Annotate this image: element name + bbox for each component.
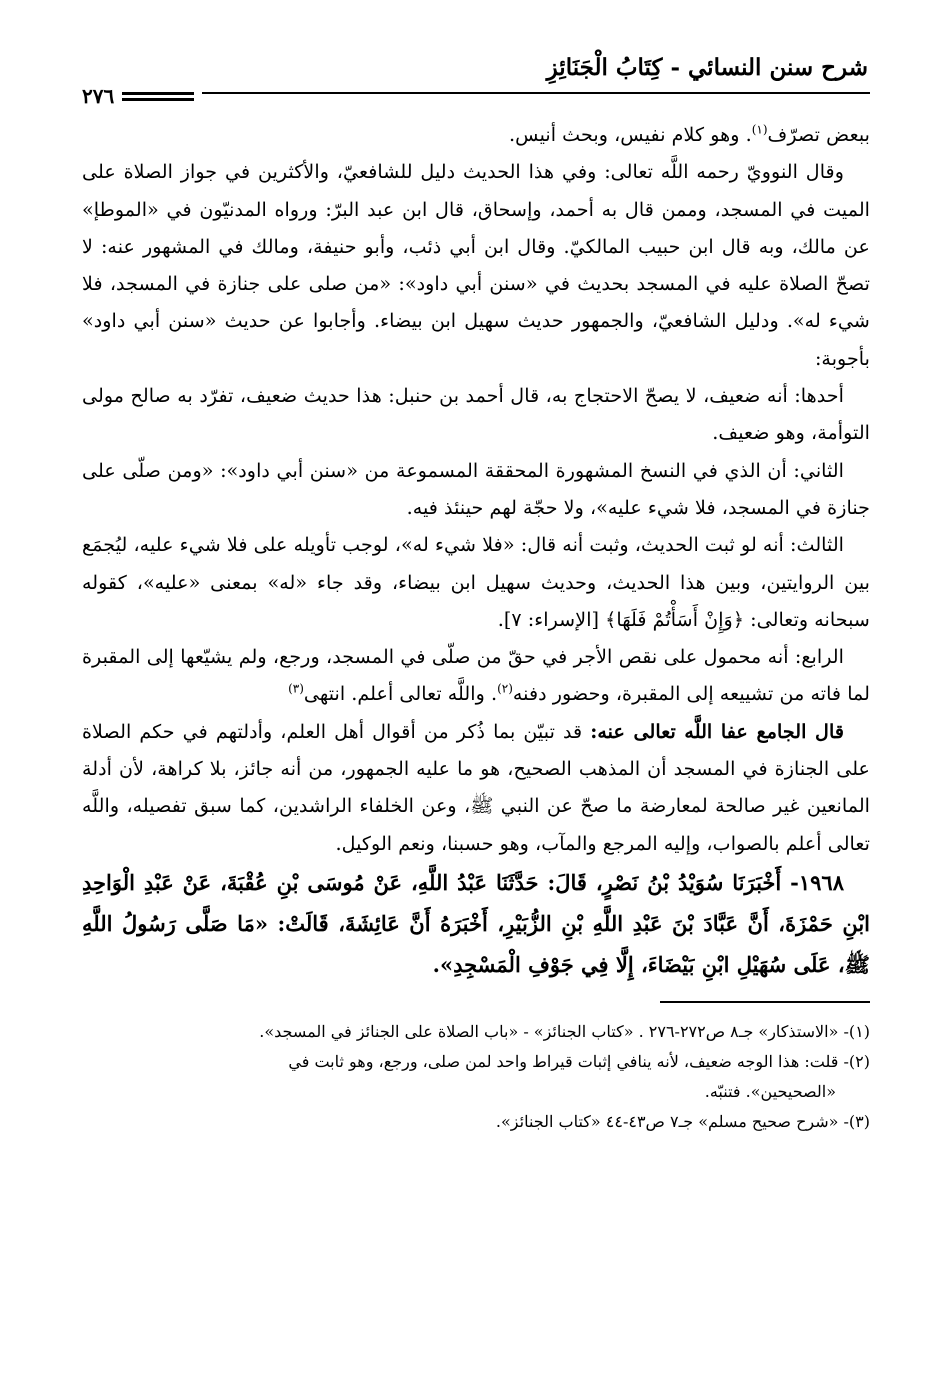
footnote-2-continued: «الصحيحين». فتنبّه. [704, 1081, 836, 1101]
paragraph-fourth-answer: الرابع: أنه محمول على نقص الأجر في حقّ من صلّى في المسجد، ورجع، ولم يشيّعها إلى المقبرة لما فاته من تشييعه إلى المقبرة، وحضور دفنه$^{(٢)}$. واللَّه تعالى أعلم. انتهى$^{(٣)}$ [82, 645, 870, 706]
compiler-lead: قال الجامع عفا اللَّه تعالى عنه: [590, 719, 844, 743]
page-number: ٢٧٦ [82, 84, 115, 108]
footnote-3: (٣)- «شرح صحيح مسلم» جـ٧ ص٤٣-٤٤ «كتاب الجنائز». [495, 1111, 870, 1131]
paragraph-first-answer: أحدها: أنه ضعيف، لا يصحّ الاحتجاج به، قال أحمد بن حنبل: هذا حديث ضعيف، تفرّد به صالح مولى التوأمة، وهو ضعيف. [82, 384, 870, 445]
main-text [82, 116, 870, 985]
paragraph-1: ببعض تصرّف$^{(١)}$. وهو كلام نفيس، وبحث أنيس. [509, 122, 870, 146]
running-title: شرح سنن النسائي - كِتَابُ الْجَنَائِزِ [546, 54, 868, 81]
footnote-1: (١)- «الاستذكار» جـ٨ ص٢٧٢-٢٧٦ . «كتاب الجنائز» - «باب الصلاة على الجنائز في المسجد». [259, 1021, 870, 1041]
page-header [82, 48, 870, 106]
footnote-ref-3: (٣) [288, 682, 304, 697]
page-number-block [82, 84, 202, 108]
footnote-ref-1: (١) [751, 122, 768, 137]
page-number-ornament [122, 92, 194, 101]
paragraph-third-answer: الثالث: أنه لو ثبت الحديث، وثبت أنه قال: «فلا شيء له»، لوجب تأويله على فلا شيء عليه، ليُجمَع بين الروايتين، وبين هذا الحديث، وحديث سهيل ابن بيضاء، وقد جاء «له» بمعنى «عليه»، كقوله سبحانه وتعالى: ﴿وَإِنْ أَسَأْتُمْ فَلَهَا﴾ [الإسراء: ٧]. [82, 533, 870, 631]
footnote-2: (٢)- قلت: هذا الوجه ضعيف، لأنه ينافي إثبات قيراط واحد لمن صلى، ورجع، وهو ثابت في [288, 1051, 870, 1071]
footnote-ref-2: (٢) [497, 682, 513, 697]
footnotes [82, 1017, 870, 1137]
paragraph-nawawi: وقال النوويّ رحمه اللَّه تعالى: وفي هذا الحديث دليل للشافعيّ، والأكثرين في جواز الصلاة على الميت في المسجد، وممن قال به أحمد، وإسحاق، قال ابن عبد البرّ: ورواه المدنيّون في «الموطإ» عن مالك، وبه قال ابن حبيب المالكيّ. وقال ابن أبي ذئب، وأبو حنيفة، ومالك في المشهور عنه: لا تصحّ الصلاة عليه في المسجد بحديث في «سنن أبي داود»: «من صلى على جنازة في المسجد، فلا شيء له». ودليل الشافعيّ، والجمهور حديث سهيل ابن بيضاء. وأجابوا عن حديث «سنن أبي داود» بأجوبة: [82, 160, 870, 370]
book-page [82, 48, 870, 1338]
footnote-rule [660, 1001, 870, 1003]
paragraph-second-answer: الثاني: أن الذي في النسخ المشهورة المحققة المسموعة من «سنن أبي داود»: «ومن صلّى على جنازة في المسجد، فلا شيء عليه»، ولا حجّة لهم حينئذ فيه. [82, 458, 870, 519]
paragraph-compiler: قال الجامع عفا اللَّه تعالى عنه: قد تبيّن بما ذُكر من أقوال أهل العلم، وأدلتهم في حكم الصلاة على الجنازة في المسجد أن المذهب الصحيح، هو ما عليه الجمهور، من أنه جائز، بلا كراهة، لأن أدلة المانعين غير صالحة لمعارضة ما صحّ عن النبي ﷺ، وعن الخلفاء الراشدين، كما سبق تفصيله، واللَّه تعالى أعلم بالصواب، وإليه المرجع والمآب، وهو حسبنا، ونعم الوكيل. [82, 719, 870, 855]
hadith-1968: ١٩٦٨- أَخْبَرَنَا سُوَيْدُ بْنُ نَصْرٍ، قَالَ: حَدَّثَنَا عَبْدُ اللَّهِ، عَنْ مُوسَى بْنِ عُقْبَةَ، عَنْ عَبْدِ الْوَاحِدِ ابْنِ حَمْزَةَ، أَنَّ عَبَّادَ بْنَ عَبْدِ اللَّهِ بْنِ الزُّبَيْرِ، أَخْبَرَهُ أَنَّ عَائِشَةَ، قَالَتْ: «مَا صَلَّى رَسُولُ اللَّهِ ﷺ، عَلَى سُهَيْلِ ابْنِ بَيْضَاءَ، إِلَّا فِي جَوْفِ الْمَسْجِدِ». [82, 869, 870, 977]
